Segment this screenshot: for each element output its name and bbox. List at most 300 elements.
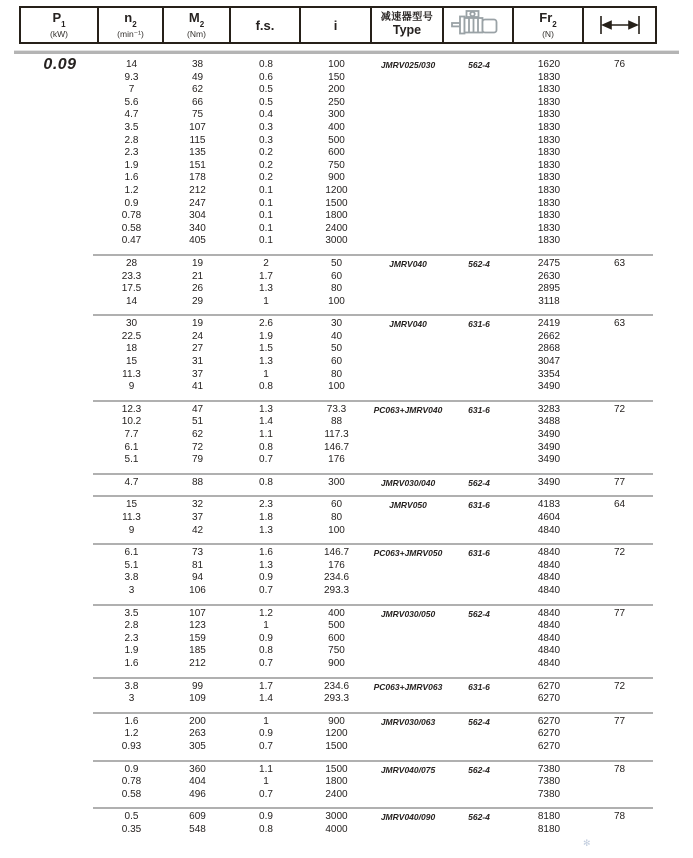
cell-n2: 0.9 bbox=[124, 197, 139, 209]
cell-p1 bbox=[21, 442, 99, 455]
col-label-p1: $P_1$ bbox=[52, 10, 66, 30]
cell-p1 bbox=[21, 547, 99, 560]
cell-fr2: 1830 bbox=[537, 71, 561, 83]
cell-i: 1800 bbox=[325, 210, 348, 222]
cell-p1 bbox=[21, 693, 99, 706]
cell-fs: 0.2 bbox=[259, 159, 273, 171]
cell-motor-pole bbox=[444, 72, 514, 85]
cell-fr2: 3490 bbox=[537, 476, 561, 488]
cell-m2: 123 bbox=[189, 620, 206, 632]
cell-dim bbox=[584, 454, 655, 467]
cell-m2: 47 bbox=[191, 403, 204, 415]
cell-motor-pole bbox=[444, 210, 514, 223]
cell-n2: 3 bbox=[128, 584, 135, 596]
cell-fr2: 3490 bbox=[537, 381, 561, 393]
cell-fs: 1 bbox=[263, 295, 269, 307]
cell-fr2: 6270 bbox=[537, 715, 561, 727]
table-row bbox=[21, 223, 655, 236]
cell-fr2: 2895 bbox=[537, 283, 561, 295]
cell-n2: 11.3 bbox=[122, 512, 141, 523]
cell-n2: 11.3 bbox=[122, 368, 141, 380]
table-row bbox=[21, 633, 655, 646]
cell-motor-pole: 562-4 bbox=[468, 258, 490, 269]
cell-n2: 2.8 bbox=[124, 134, 139, 146]
cell-fr2: 2662 bbox=[537, 330, 561, 342]
reducer-group bbox=[21, 316, 655, 400]
cell-motor-pole bbox=[444, 160, 514, 173]
reducer-group bbox=[21, 402, 655, 473]
cell-n2: 3 bbox=[128, 693, 135, 705]
cell-i: 1200 bbox=[325, 728, 348, 740]
cell-fr2: 6270 bbox=[537, 728, 561, 740]
cell-p1 bbox=[21, 258, 99, 271]
cell-motor-pole bbox=[444, 789, 514, 802]
table-row bbox=[21, 172, 655, 185]
cell-n2: 15 bbox=[125, 356, 138, 368]
cell-motor-pole bbox=[444, 645, 514, 658]
cell-type bbox=[372, 585, 444, 598]
cell-fr2: 3047 bbox=[537, 356, 561, 368]
cell-fs: 0.9 bbox=[259, 572, 273, 584]
cell-fr2: 1620 bbox=[537, 59, 561, 70]
col-label-type-en: Type bbox=[392, 23, 422, 38]
table-row bbox=[21, 369, 655, 382]
cell-i: 400 bbox=[328, 121, 345, 133]
cell-m2: 178 bbox=[189, 172, 206, 184]
cell-type bbox=[372, 198, 444, 211]
table-row bbox=[21, 381, 655, 394]
cell-n2: 9 bbox=[128, 524, 135, 536]
table-row bbox=[21, 776, 655, 789]
cell-motor-pole bbox=[444, 693, 514, 706]
cell-fs: 0.8 bbox=[259, 59, 273, 70]
cell-fr2: 4840 bbox=[537, 559, 561, 571]
cell-dim: 63 bbox=[613, 257, 626, 269]
table-row bbox=[21, 283, 655, 296]
cell-p1 bbox=[21, 185, 99, 198]
cell-dim bbox=[584, 109, 655, 122]
cell-m2: 212 bbox=[189, 657, 206, 669]
cell-fr2: 6270 bbox=[537, 680, 561, 692]
cell-dim bbox=[584, 741, 655, 754]
cell-fs: 1.1 bbox=[259, 429, 273, 441]
cell-m2: 72 bbox=[191, 441, 204, 453]
cell-fr2: 4840 bbox=[537, 632, 561, 644]
cell-m2: 548 bbox=[189, 823, 206, 835]
cell-fr2: 3488 bbox=[537, 416, 561, 428]
cell-fs: 0.8 bbox=[259, 823, 273, 835]
cell-fs: 1.4 bbox=[259, 416, 273, 428]
cell-m2: 247 bbox=[189, 197, 206, 209]
table-row bbox=[21, 547, 655, 560]
cell-type bbox=[372, 369, 444, 382]
cell-fr2: 1830 bbox=[537, 184, 561, 196]
cell-fr2: 3490 bbox=[537, 441, 561, 453]
cell-motor-pole bbox=[444, 147, 514, 160]
cell-dim bbox=[584, 172, 655, 185]
cell-m2: 32 bbox=[191, 499, 204, 511]
cell-m2: 109 bbox=[189, 693, 206, 705]
scan-artifact-icon: ✻ bbox=[583, 838, 591, 848]
cell-type: JMRV030/063 bbox=[380, 716, 436, 727]
cell-type bbox=[372, 160, 444, 173]
cell-m2: 99 bbox=[191, 680, 204, 692]
cell-fs: 0.1 bbox=[259, 184, 273, 196]
cell-m2: 41 bbox=[191, 381, 204, 393]
table-row bbox=[21, 331, 655, 344]
cell-i: 176 bbox=[328, 454, 345, 466]
col-header-fr2 bbox=[514, 8, 584, 42]
cell-type: JMRV040/075 bbox=[380, 764, 436, 775]
cell-p1 bbox=[21, 499, 99, 512]
cell-dim bbox=[584, 633, 655, 646]
cell-i: 293.3 bbox=[323, 693, 350, 705]
cell-m2: 159 bbox=[189, 632, 206, 644]
col-header-n2 bbox=[99, 8, 164, 42]
table-row bbox=[21, 97, 655, 110]
cell-n2: 3.8 bbox=[124, 680, 139, 692]
table-row bbox=[21, 693, 655, 706]
cell-m2: 106 bbox=[189, 584, 206, 596]
cell-fr2: 4840 bbox=[537, 657, 561, 669]
cell-type bbox=[372, 620, 444, 633]
cell-type bbox=[372, 331, 444, 344]
cell-m2: 405 bbox=[189, 235, 206, 247]
cell-n2: 5.1 bbox=[124, 454, 139, 466]
cell-p1 bbox=[21, 210, 99, 223]
cell-motor-pole: 631-6 bbox=[468, 319, 490, 330]
cell-type bbox=[372, 381, 444, 394]
cell-motor-pole: 562-4 bbox=[468, 608, 490, 619]
cell-type: PC063+JMRV063 bbox=[373, 681, 443, 692]
col-header-i bbox=[301, 8, 372, 42]
cell-type bbox=[372, 741, 444, 754]
cell-i: 50 bbox=[330, 343, 343, 355]
cell-p1 bbox=[21, 512, 99, 525]
cell-type bbox=[372, 572, 444, 585]
cell-m2: 38 bbox=[191, 59, 204, 70]
cell-m2: 107 bbox=[189, 121, 206, 133]
cell-m2: 24 bbox=[191, 330, 204, 342]
cell-fr2: 7380 bbox=[537, 763, 561, 775]
cell-m2: 73 bbox=[191, 547, 204, 559]
col-header-motor bbox=[444, 8, 514, 42]
cell-m2: 37 bbox=[191, 512, 204, 523]
col-label-i: i bbox=[333, 17, 338, 33]
cell-type bbox=[372, 429, 444, 442]
cell-type bbox=[372, 454, 444, 467]
cell-motor-pole bbox=[444, 185, 514, 198]
cell-n2: 4.7 bbox=[124, 109, 139, 121]
cell-dim: 77 bbox=[613, 607, 626, 619]
col-label-n2: $n_2$ bbox=[124, 10, 137, 30]
cell-p1 bbox=[21, 369, 99, 382]
cell-fr2: 8180 bbox=[537, 811, 561, 823]
col-header-dim bbox=[584, 8, 655, 42]
cell-fr2: 1830 bbox=[537, 84, 561, 96]
cell-fs: 1.3 bbox=[259, 403, 273, 415]
cell-fr2: 1830 bbox=[537, 235, 561, 247]
cell-fr2: 1830 bbox=[537, 109, 561, 121]
cell-i: 80 bbox=[330, 368, 343, 380]
cell-motor-pole bbox=[444, 369, 514, 382]
cell-dim bbox=[584, 97, 655, 110]
table-row bbox=[21, 185, 655, 198]
cell-dim bbox=[584, 235, 655, 248]
cell-fs: 0.1 bbox=[259, 222, 273, 234]
cell-type: JMRV050 bbox=[389, 500, 427, 511]
cell-n2: 0.58 bbox=[121, 222, 142, 234]
cell-fr2: 2419 bbox=[537, 318, 561, 330]
cell-n2: 15 bbox=[125, 499, 138, 511]
cell-i: 3000 bbox=[325, 235, 348, 247]
cell-i: 146.7 bbox=[323, 441, 350, 453]
cell-type bbox=[372, 283, 444, 296]
cell-m2: 62 bbox=[191, 429, 204, 441]
table-row bbox=[21, 210, 655, 223]
cell-i: 1500 bbox=[325, 763, 348, 775]
cell-fs: 0.8 bbox=[259, 441, 273, 453]
cell-fr2: 1830 bbox=[537, 121, 561, 133]
cell-fs: 1 bbox=[263, 368, 269, 380]
cell-fr2: 2868 bbox=[537, 343, 561, 355]
cell-fs: 1.3 bbox=[259, 524, 273, 536]
cell-fs: 1.2 bbox=[259, 607, 273, 619]
cell-dim: 77 bbox=[613, 715, 626, 727]
cell-type bbox=[372, 210, 444, 223]
cell-type bbox=[372, 776, 444, 789]
cell-fs: 2 bbox=[263, 257, 269, 269]
cell-fr2: 4840 bbox=[537, 524, 561, 536]
col-header-type bbox=[372, 8, 444, 42]
reducer-group bbox=[21, 679, 655, 712]
cell-fs: 0.3 bbox=[259, 121, 273, 133]
cell-n2: 12.3 bbox=[121, 403, 142, 415]
cell-m2: 42 bbox=[191, 524, 204, 536]
table-row bbox=[21, 235, 655, 248]
cell-dim: 64 bbox=[613, 499, 626, 511]
table-row bbox=[21, 296, 655, 309]
cell-n2: 0.78 bbox=[121, 776, 142, 788]
cell-i: 600 bbox=[328, 632, 345, 644]
cell-motor-pole bbox=[444, 560, 514, 573]
cell-n2: 14 bbox=[125, 295, 138, 307]
cell-motor-pole bbox=[444, 84, 514, 97]
cell-dim bbox=[584, 356, 655, 369]
cell-n2: 1.6 bbox=[124, 715, 139, 727]
cell-p1 bbox=[21, 658, 99, 671]
reducer-group bbox=[21, 545, 655, 603]
cell-fs: 0.1 bbox=[259, 235, 273, 247]
table-row bbox=[21, 84, 655, 97]
cell-p1 bbox=[21, 97, 99, 110]
cell-i: 250 bbox=[328, 96, 345, 108]
cell-n2: 3.5 bbox=[124, 607, 139, 619]
cell-type bbox=[372, 84, 444, 97]
table-row bbox=[21, 824, 655, 837]
cell-motor-pole: 631-6 bbox=[468, 681, 490, 692]
cell-n2: 30 bbox=[125, 318, 138, 330]
reducer-group bbox=[21, 714, 655, 760]
cell-fr2: 1830 bbox=[537, 134, 561, 146]
cell-dim bbox=[584, 369, 655, 382]
cell-n2: 7.7 bbox=[124, 429, 139, 441]
cell-n2: 6.1 bbox=[124, 441, 139, 453]
cell-p1 bbox=[21, 356, 99, 369]
cell-fs: 1.6 bbox=[259, 547, 273, 559]
cell-motor-pole bbox=[444, 235, 514, 248]
cell-p1 bbox=[21, 681, 99, 694]
cell-i: 30 bbox=[330, 318, 343, 330]
col-header-fs bbox=[231, 8, 301, 42]
cell-n2: 23.3 bbox=[121, 270, 142, 282]
cell-p1: 0.09 bbox=[43, 56, 77, 73]
cell-m2: 609 bbox=[189, 811, 206, 823]
cell-p1 bbox=[21, 381, 99, 394]
cell-i: 80 bbox=[330, 512, 343, 523]
cell-p1 bbox=[21, 620, 99, 633]
table-header bbox=[19, 6, 657, 44]
cell-p1 bbox=[21, 716, 99, 729]
cell-m2: 88 bbox=[191, 476, 204, 488]
cell-fs: 2.3 bbox=[259, 499, 273, 511]
table-row bbox=[21, 728, 655, 741]
cell-i: 150 bbox=[328, 71, 345, 83]
cell-p1 bbox=[21, 72, 99, 85]
cell-motor-pole: 562-4 bbox=[468, 764, 490, 775]
cell-fr2: 3490 bbox=[537, 429, 561, 441]
cell-n2: 1.9 bbox=[124, 159, 139, 171]
cell-dim: 78 bbox=[613, 763, 626, 775]
cell-p1 bbox=[21, 560, 99, 573]
cell-n2: 14 bbox=[125, 59, 138, 70]
cell-motor-pole bbox=[444, 198, 514, 211]
cell-fs: 0.7 bbox=[259, 584, 273, 596]
reducer-group bbox=[21, 606, 655, 677]
cell-fr2: 3283 bbox=[537, 403, 561, 415]
cell-motor-pole bbox=[444, 331, 514, 344]
cell-p1 bbox=[21, 172, 99, 185]
cell-fs: 0.6 bbox=[259, 71, 273, 83]
cell-fr2: 4183 bbox=[537, 499, 561, 511]
cell-type bbox=[372, 560, 444, 573]
cell-i: 117.3 bbox=[324, 429, 349, 441]
cell-p1 bbox=[21, 645, 99, 658]
cell-i: 293.3 bbox=[323, 584, 350, 596]
cell-i: 40 bbox=[330, 330, 343, 342]
cell-i: 500 bbox=[328, 134, 345, 146]
cell-p1 bbox=[21, 525, 99, 538]
cell-fs: 2.6 bbox=[259, 318, 273, 330]
cell-n2: 1.2 bbox=[124, 728, 139, 740]
reducer-group bbox=[21, 762, 655, 808]
cell-fr2: 3118 bbox=[538, 295, 560, 307]
cell-fr2: 4840 bbox=[537, 547, 561, 559]
cell-n2: 5.1 bbox=[124, 559, 139, 571]
cell-motor-pole bbox=[444, 135, 514, 148]
cell-m2: 26 bbox=[191, 283, 204, 295]
cell-p1 bbox=[21, 741, 99, 754]
cell-type bbox=[372, 728, 444, 741]
cell-type: JMRV040 bbox=[389, 319, 427, 330]
cell-dim bbox=[584, 210, 655, 223]
cell-motor-pole bbox=[444, 525, 514, 538]
cell-dim bbox=[584, 223, 655, 236]
cell-dim bbox=[584, 693, 655, 706]
cell-fr2: 1830 bbox=[537, 222, 561, 234]
cell-motor-pole: 562-4 bbox=[468, 477, 490, 488]
cell-motor-pole: 631-6 bbox=[468, 548, 490, 559]
col-unit-m2: (Nm) bbox=[187, 29, 206, 40]
cell-type bbox=[372, 296, 444, 309]
cell-fr2: 1830 bbox=[537, 197, 561, 209]
cell-i: 3000 bbox=[325, 811, 348, 823]
cell-type bbox=[372, 789, 444, 802]
cell-fs: 1.1 bbox=[259, 763, 273, 775]
cell-motor-pole bbox=[444, 223, 514, 236]
cell-fr2: 6270 bbox=[537, 740, 561, 752]
cell-i: 1200 bbox=[325, 184, 348, 196]
cell-dim bbox=[584, 84, 655, 97]
reducer-group bbox=[21, 475, 655, 496]
table-row bbox=[21, 658, 655, 671]
cell-type: JMRV040 bbox=[389, 258, 427, 269]
cell-i: 234.6 bbox=[323, 572, 350, 584]
cell-fs: 1.9 bbox=[259, 330, 273, 342]
cell-fr2: 4840 bbox=[537, 607, 561, 619]
reducer-group bbox=[21, 809, 655, 842]
cell-type bbox=[372, 343, 444, 356]
cell-p1 bbox=[21, 235, 99, 248]
cell-dim bbox=[584, 331, 655, 344]
cell-m2: 51 bbox=[191, 416, 204, 428]
cell-fs: 0.9 bbox=[259, 632, 273, 644]
cell-n2: 0.47 bbox=[121, 235, 142, 247]
cell-i: 60 bbox=[330, 270, 343, 282]
cell-motor-pole bbox=[444, 824, 514, 837]
cell-dim: 78 bbox=[613, 811, 626, 823]
cell-fs: 1 bbox=[263, 715, 269, 727]
table-row bbox=[21, 429, 655, 442]
cell-i: 176 bbox=[328, 559, 345, 571]
cell-i: 400 bbox=[328, 607, 345, 619]
cell-dim bbox=[584, 620, 655, 633]
cell-p1 bbox=[21, 429, 99, 442]
cell-fs: 0.7 bbox=[259, 788, 273, 800]
cell-motor-pole bbox=[444, 620, 514, 633]
cell-i: 60 bbox=[330, 356, 343, 368]
cell-n2: 0.5 bbox=[124, 811, 139, 823]
table-row bbox=[21, 645, 655, 658]
cell-fs: 0.5 bbox=[259, 84, 273, 96]
cell-n2: 1.6 bbox=[124, 172, 139, 184]
cell-motor-pole bbox=[444, 381, 514, 394]
cell-type bbox=[372, 72, 444, 85]
reducer-group bbox=[21, 57, 655, 254]
cell-n2: 2.8 bbox=[124, 620, 139, 632]
cell-motor-pole bbox=[444, 776, 514, 789]
cell-fs: 0.9 bbox=[259, 811, 273, 823]
table-row bbox=[21, 258, 655, 271]
cell-m2: 185 bbox=[189, 645, 206, 657]
cell-dim bbox=[584, 160, 655, 173]
cell-p1 bbox=[21, 764, 99, 777]
cell-m2: 263 bbox=[189, 728, 206, 740]
cell-dim bbox=[584, 585, 655, 598]
cell-dim bbox=[584, 122, 655, 135]
cell-i: 900 bbox=[328, 172, 345, 184]
cell-m2: 66 bbox=[191, 96, 204, 108]
